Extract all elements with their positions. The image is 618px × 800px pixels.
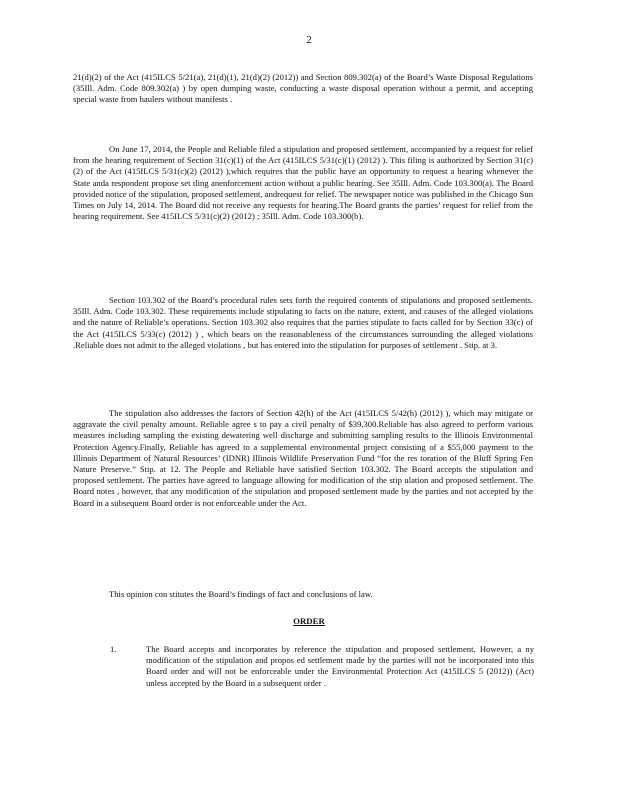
order-item-text: The Board accepts and incorporates by reference the stipulation and proposed settlement. However, a ny modification of the stipulation and propos ed settlement made by the parties will not be incorporated into this Board order and will not be enforceable under the Environmental Protection Act (415ILCS 5 (2012)) (Act) unless accepted by the Board in a subsequent order . bbox=[146, 644, 534, 688]
page-number: 2 bbox=[306, 34, 312, 46]
closing-statement: This opinion con stitutes the Board’s findings of fact and conclusions of law. bbox=[109, 589, 373, 599]
paragraph-section-103-302: Section 103.302 of the Board’s procedural rules sets forth the required contents of stipulations and proposed settlements. 35Ill. Adm. Code 103.302. These requirements include stipulating to facts on the nature, extent, and causes of the alleged violations and the nature of Reliable’s operations. Section 103.302 also requires that the parties stipulate to facts called for by Section 33(c) of the Act (415ILCS 5/33(c) (2012) ) , which bears on the reasonableness of the circumstances surrounding the alleged violations .Reliable does not admit to the alleged violations , but has entered into the stipulation for purposes of settlement . Stip. at 3. bbox=[73, 295, 533, 350]
paragraph-continued: 21(d)(2) of the Act (415ILCS 5/21(a), 21(d)(1), 21(d)(2) (2012)) and Section 809.302(a) of the Board’s Waste Disposal Regulations (35Ill. Adm. Code 809.302(a) ) by open dumping waste, conducting a waste disposal operation without a permit, and accepting special waste from haulers without manifests . bbox=[73, 72, 533, 105]
order-item-number: 1. bbox=[110, 644, 117, 654]
order-heading: ORDER bbox=[293, 616, 325, 626]
paragraph-stipulation-filing: On June 17, 2014, the People and Reliable filed a stipulation and proposed settlement, accompanied by a request for relief from the hearing requirement of Section 31(c)(1) of the Act (415ILCS 5/31(c)(1) (2012) ). This filing is authorized by Section 31(c)(2) of the Act (415ILCS 5/31(c)(2) (2012) ),which requires that the public have an opportunity to request a hearing whenever the State anda respondent propose set tling anenforcement action without a public hearing. See 35Ill. Adm. Code 103.300(a). The Board provided notice of the stipulation, proposed settlement, andrequest for relief. The newspaper notice was published in the Chicago Sun Times on July 14, 2014. The Board did not receive any requests for hearing.The Board grants the parties’ request for relief from the hearing requirement. See 415ILCS 5/31(c)(2) (2012) ; 35Ill. Adm. Code 103.300(b). bbox=[73, 144, 533, 222]
paragraph-civil-penalty: The stipulation also addresses the factors of Section 42(h) of the Act (415ILCS 5/42(h) (2012) ), which may mitigate or aggravate the civil penalty amount. Reliable agree s to pay a civil penalty of $39,300.Reliable has also agreed to perform various measures including sampling the existing dewatering well discharge and submitting sampling results to the Illinois Environmental Protection Agency.Finally, Reliable has agreed to a supplemental environmental project consisting of a $55,000 payment to the Illinois Department of Natural Resources’ (IDNR) Illinois Wildlife Preservation Fund “for the res toration of the Bluff Spring Fen Nature Preserve.” Stip. at 12. The People and Reliable have satisfied Section 103.302. The Board accepts the stipulation and proposed settlement. The parties have agreed to language allowing for modification of the stip ulation and proposed settlement. The Board notes , however, that any modification of the stipulation and proposed settlement made by the parties and not accepted by the Board in a subsequent Board order is not enforceable under the Act. bbox=[73, 408, 533, 508]
